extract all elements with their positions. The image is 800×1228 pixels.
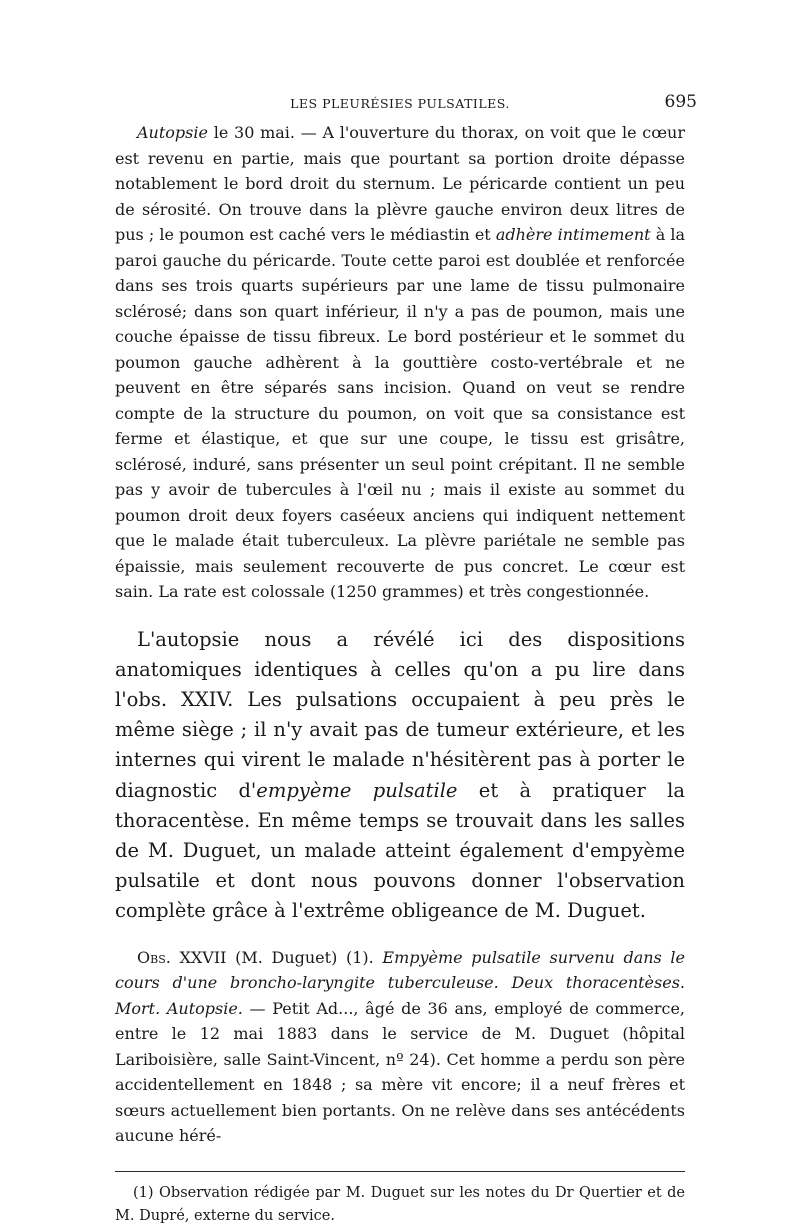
footnote-divider	[115, 1171, 685, 1172]
autopsy-paragraph	[115, 120, 685, 605]
autopsy-label: Autopsie	[137, 123, 208, 142]
observation-text-b: — Petit Ad..., âgé de 36 ans, employé de commerce, entre le 12 mai 1883 dans le service de M. Duguet (hôpital Lariboisière, salle Saint-Vincent, nº 24). Cet homme a perdu son père accidentellement en 1848 ; sa mère vit encore; il a neuf frères et sœurs actuellement bien portants. On ne relève dans ses antécédents aucune héré-	[115, 998, 686, 1146]
running-title: LES PLEURÉSIES PULSATILES.	[290, 96, 510, 111]
observation-text-a: XXVII (M. Duguet) (1).	[170, 947, 383, 967]
observation-paragraph	[115, 945, 685, 1149]
commentary-paragraph	[115, 625, 685, 927]
footnote: (1) Observation rédigée par M. Duguet sur les notes du Dr Quertier et de M. Dupré, externe du service.	[115, 1184, 685, 1224]
autopsy-text-a: le 30 mai. — A l'ouverture du thorax, on voit que le cœur est revenu en partie, mais que pourtant sa portion droite dépasse notablement le bord droit du sternum. Le péricarde contient un peu de sérosité. On trouve dans la plèvre gauche environ deux litres de pus ; le poumon est caché vers le médiastin et	[115, 123, 685, 244]
autopsy-italic: adhère intimement	[495, 225, 651, 244]
spacer	[115, 605, 685, 625]
observation-title: Empyème pulsatile survenu dans le cours d'une broncho-laryngite tuberculeuse. Deux thoracentèses. Mort. Autopsie.	[115, 947, 686, 1018]
autopsy-text-b: à la paroi gauche du péricarde. Toute cette paroi est doublée et renforcée dans ses trois quarts supérieurs par une lame de tissu pulmonaire sclérosé; dans son quart inférieur, il n'y a pas de poumon, mais une couche épaisse de tissu fibreux. Le bord postérieur et le sommet du poumon gauche adhèrent à la gouttière costo-vertébrale et ne peuvent en être séparés sans incision. Quand on veut se rendre compte de la structure du poumon, on voit que sa consistance est ferme et élastique, et que sur une coupe, le tissu est grisâtre, sclérosé, induré, sans présenter un seul point crépitant. Il ne semble pas y avoir de tubercules à l'œil nu ; mais il existe au sommet du poumon droit deux foyers caséeux anciens qui indiquent nettement que le malade était tuberculeux. La plèvre pariétale ne semble pas épaissie, mais seulement recouverte de pus concret. Le cœur est sain. La rate est colossale (1250 grammes) et très congestionnée.	[115, 225, 685, 601]
spacer	[115, 927, 685, 945]
commentary-text-a: L'autopsie nous a révélé ici des dispositions anatomiques identiques à celles qu'on a pu lire dans l'obs. XXIV. Les pulsations occupaient à peu près le même siège ; il n'y avait pas de tumeur extérieure, et les internes qui virent le malade n'hésitèrent pas à porter le diagnostic d'	[115, 627, 685, 802]
commentary-italic: empyème pulsatile	[256, 778, 458, 802]
running-header	[115, 92, 697, 120]
page-number: 695	[664, 92, 697, 112]
book-page	[115, 92, 697, 1228]
commentary-text-b: et à pratiquer la thoracentèse. En même temps se trouvait dans les salles de M. Duguet, un malade atteint également d'empyème pulsatile et dont nous pouvons donner l'observation complète grâce à l'extrême obligeance de M. Duguet.	[115, 778, 686, 923]
observation-label: Obs.	[137, 947, 171, 967]
